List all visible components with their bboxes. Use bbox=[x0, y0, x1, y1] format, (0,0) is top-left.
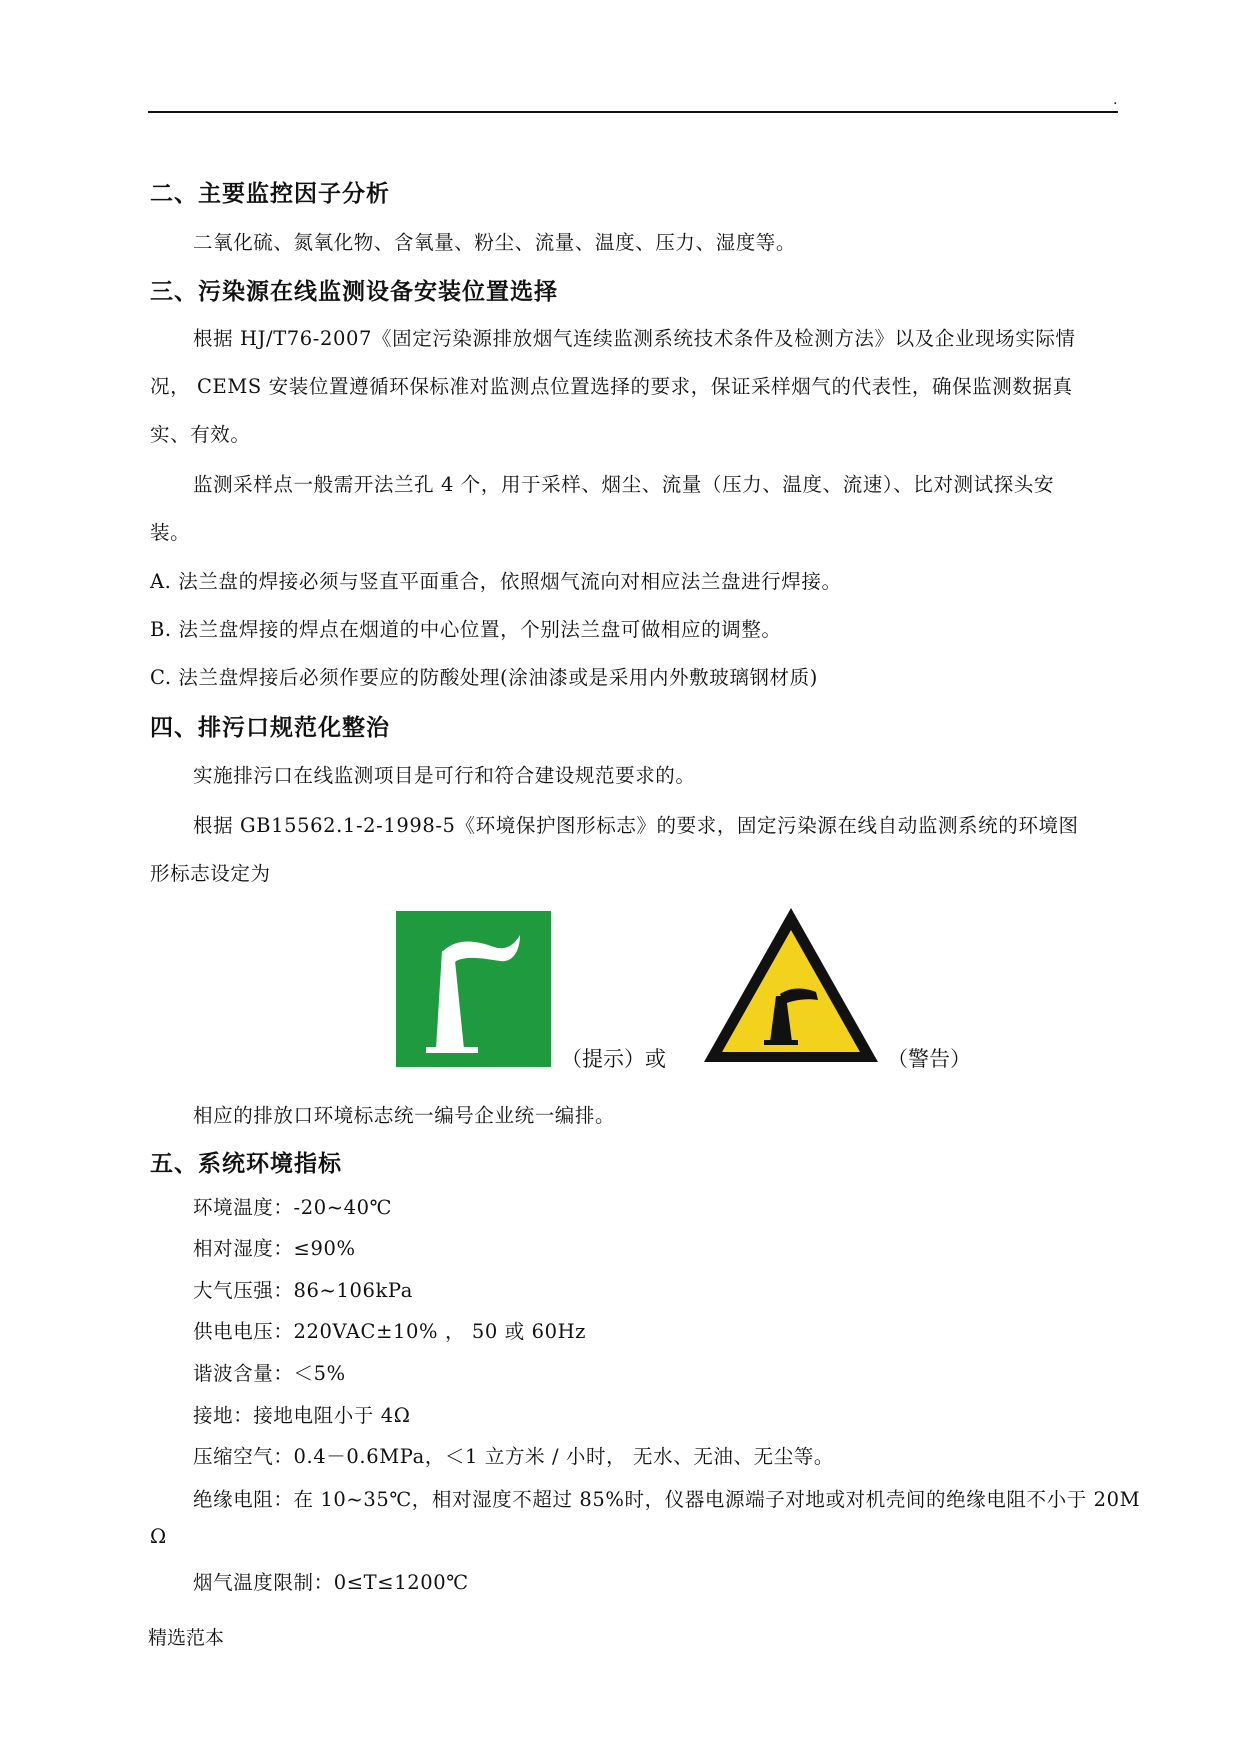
section-4-p3: 相应的排放口环境标志统一编号企业统一编排。 bbox=[193, 1104, 616, 1127]
spec-air-pressure: 大气压强：86~106kPa bbox=[193, 1279, 413, 1302]
spec-harmonic: 谐波含量：＜5% bbox=[193, 1362, 346, 1385]
section-5-title: 五、系统环境指标 bbox=[150, 1151, 342, 1177]
section-3-item-c: C. 法兰盘焊接后必须作要应的防酸处理(涂油漆或是采用内外敷玻璃钢材质) bbox=[150, 666, 818, 689]
sign-label-prompt: （提示）或 bbox=[561, 1047, 666, 1071]
section-4-p2-line1: 根据 GB15562.1-2-1998-5《环境保护图形标志》的要求，固定污染源在线自动监测系统的环境图 bbox=[193, 814, 1079, 837]
section-2-title: 二、主要监控因子分析 bbox=[150, 181, 390, 207]
section-3-p2-line1: 监测采样点一般需开法兰孔 4 个，用于采样、烟尘、流量（压力、温度、流速）、比对测试探头安 bbox=[193, 473, 1055, 496]
section-4-p2-line2: 形标志设定为 bbox=[150, 862, 271, 885]
spec-compressed-air: 压缩空气：0.4－0.6MPa，＜1 立方米 / 小时， 无水、无油、无尘等。 bbox=[193, 1445, 835, 1468]
section-3-p1-line2: 况， CEMS 安装位置遵循环保标准对监测点位置选择的要求，保证采样烟气的代表性，确保监测数据真 bbox=[150, 375, 1073, 398]
spec-supply-voltage: 供电电压：220VAC±10% ， 50 或 60Hz bbox=[193, 1320, 587, 1343]
section-3-p1-line3: 实、有效。 bbox=[150, 423, 251, 446]
section-3-p2-line2: 装。 bbox=[150, 521, 191, 544]
section-3-p1-line1: 根据 HJ/T76-2007《固定污染源排放烟气连续监测系统技术条件及检测方法》以及企业现场实际情 bbox=[193, 327, 1076, 350]
exhaust-warning-sign-icon bbox=[700, 904, 882, 1066]
exhaust-prompt-sign-icon bbox=[396, 911, 551, 1067]
spec-grounding: 接地：接地电阻小于 4Ω bbox=[193, 1404, 411, 1427]
section-3-title: 三、污染源在线监测设备安装位置选择 bbox=[150, 279, 558, 305]
spec-flue-temperature: 烟气温度限制：0≤T≤1200℃ bbox=[193, 1571, 469, 1594]
spec-insulation-line2: Ω bbox=[150, 1525, 167, 1548]
section-4-title: 四、排污口规范化整治 bbox=[150, 715, 390, 741]
spec-insulation-line1: 绝缘电阻：在 10~35℃，相对湿度不超过 85%时，仪器电源端子对地或对机壳间的绝缘电阻不小于 20M bbox=[193, 1488, 1141, 1511]
header-rule bbox=[148, 111, 1118, 113]
section-2-paragraph: 二氧化硫、氮氧化物、含氧量、粉尘、流量、温度、压力、湿度等。 bbox=[193, 231, 797, 254]
section-3-item-b: B. 法兰盘焊接的焊点在烟道的中心位置，个别法兰盘可做相应的调整。 bbox=[150, 618, 782, 641]
section-3-item-a: A. 法兰盘的焊接必须与竖直平面重合，依照烟气流向对相应法兰盘进行焊接。 bbox=[150, 570, 842, 593]
header-corner-mark: . bbox=[1113, 92, 1118, 108]
spec-relative-humidity: 相对湿度：≤90% bbox=[193, 1237, 356, 1260]
section-4-p1: 实施排污口在线监测项目是可行和符合建设规范要求的。 bbox=[193, 764, 696, 787]
page-footer: 精选范本 bbox=[148, 1627, 225, 1649]
spec-env-temperature: 环境温度：-20~40℃ bbox=[193, 1196, 393, 1219]
sign-label-warning: （警告） bbox=[887, 1047, 971, 1071]
